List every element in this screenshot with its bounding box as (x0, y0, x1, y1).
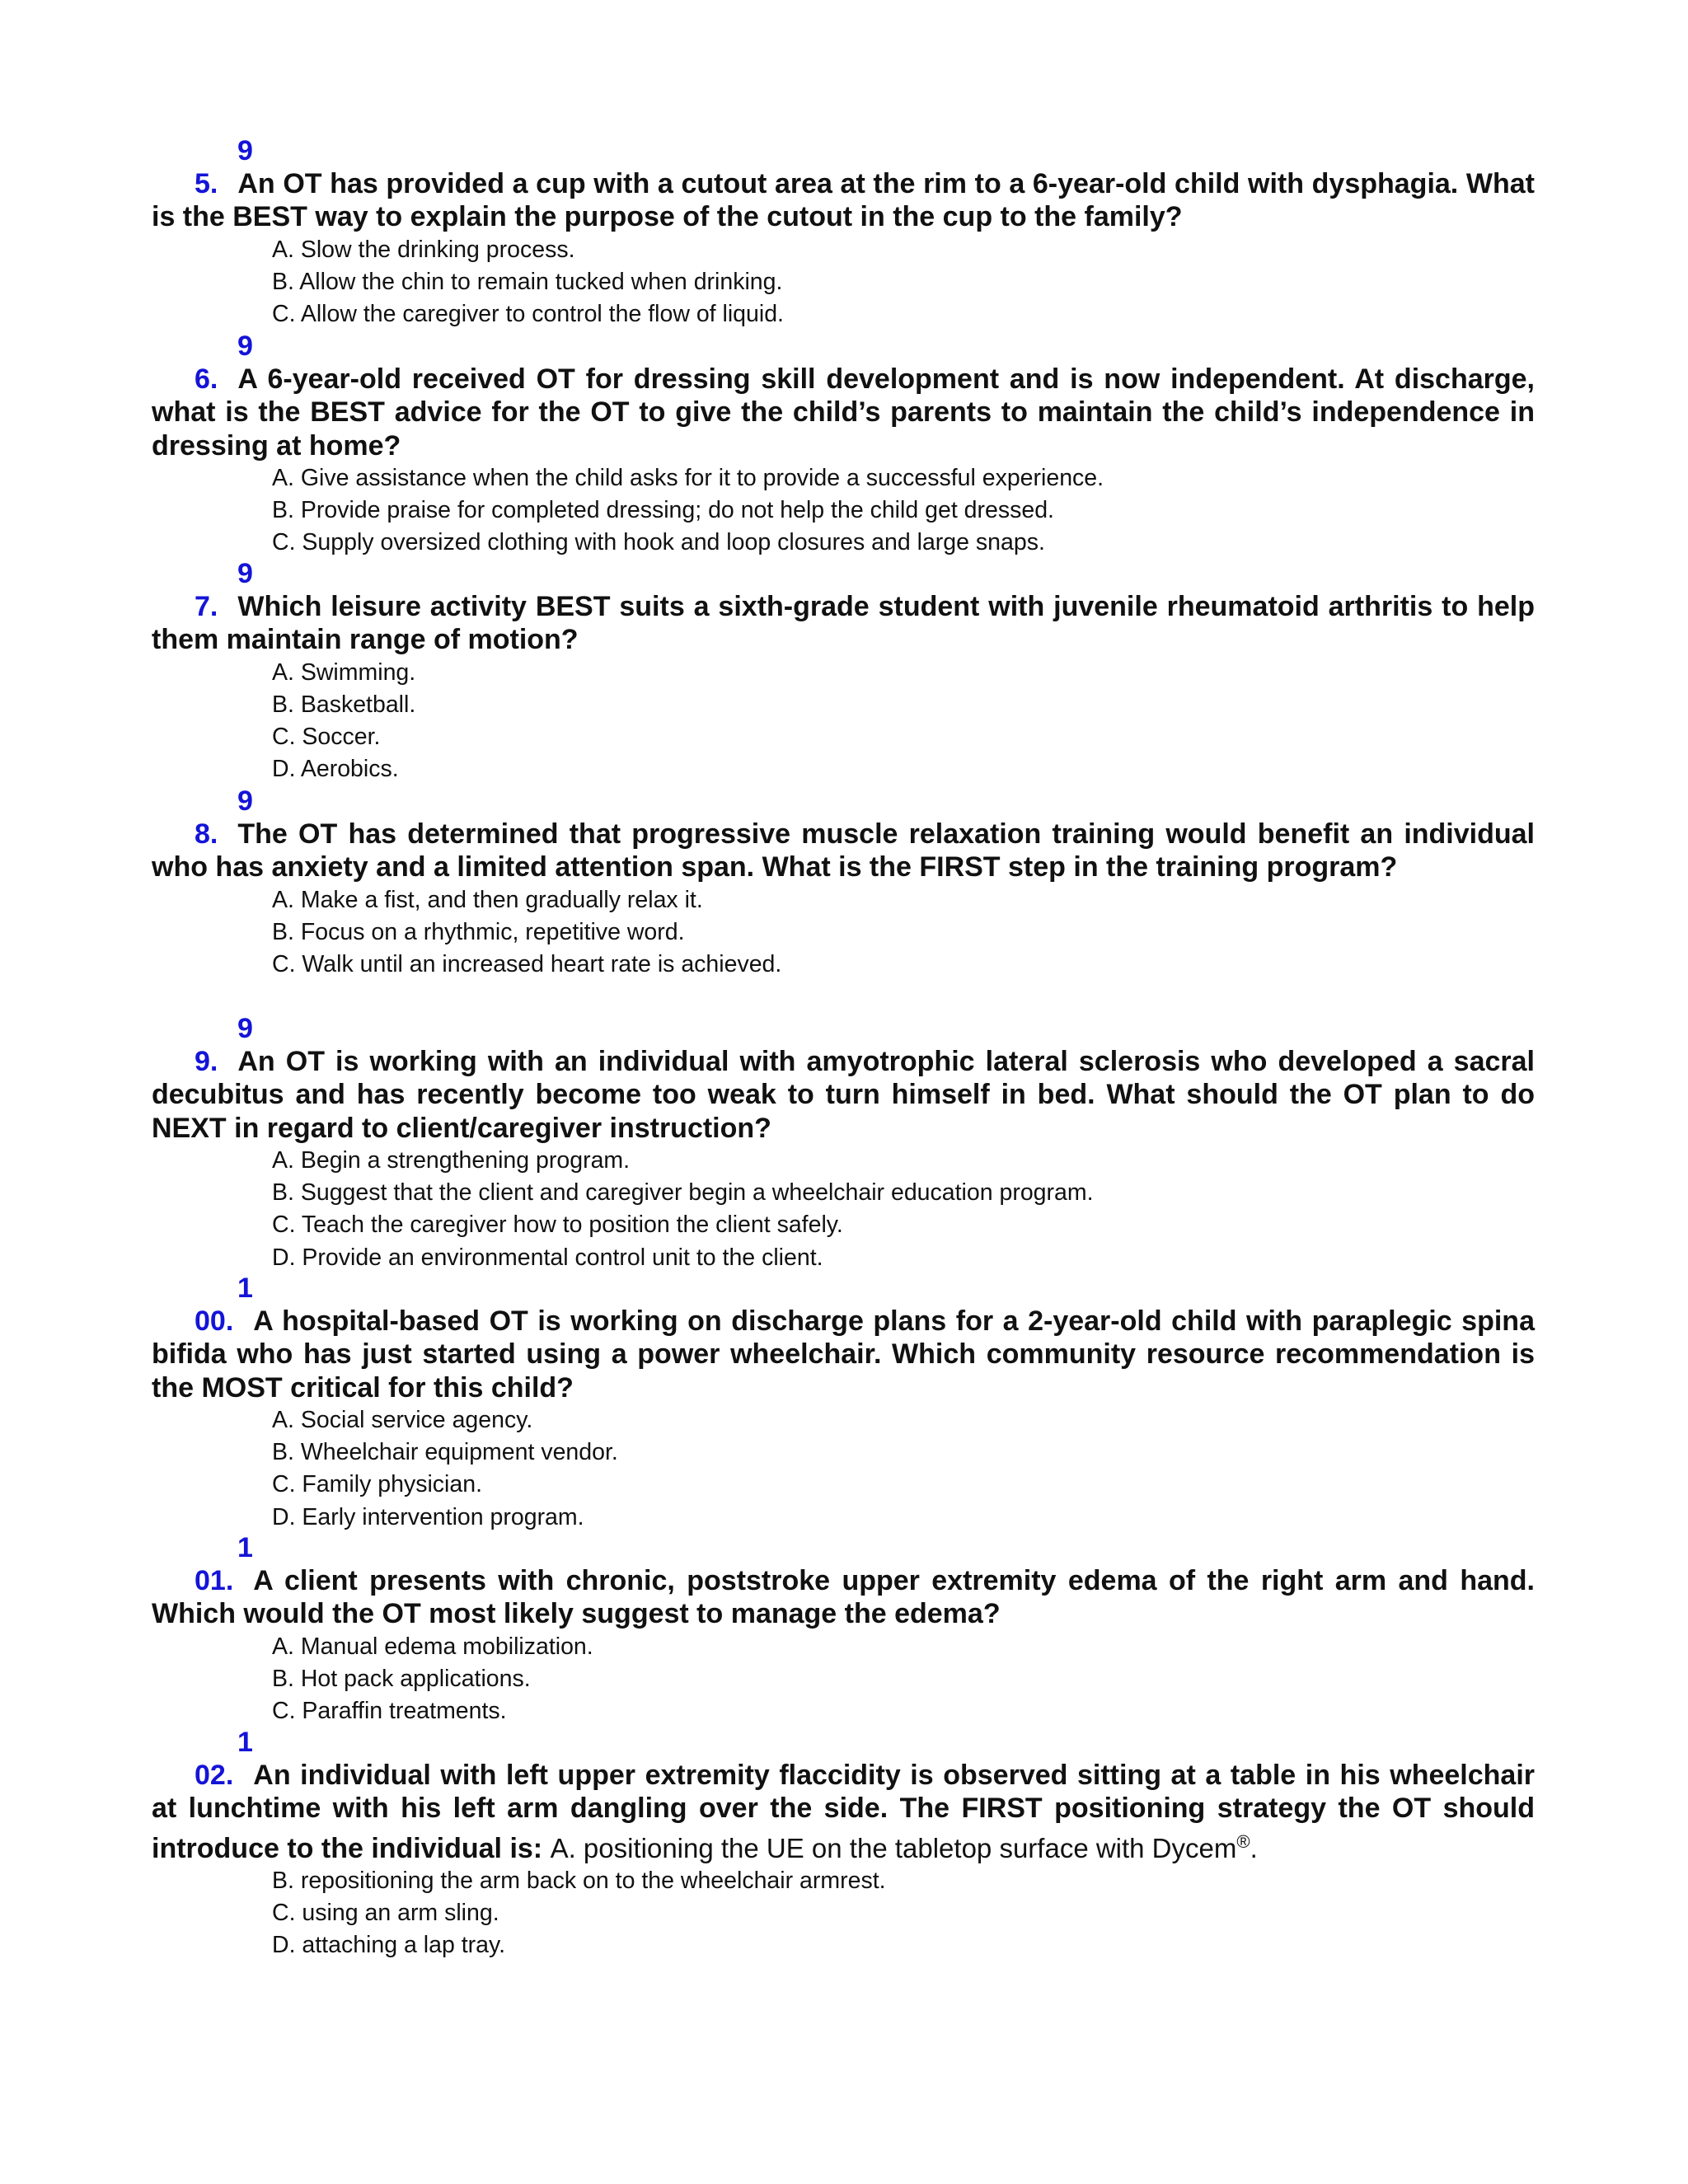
options-list (272, 1404, 1688, 1534)
option-item: A. Slow the drinking process. (272, 236, 575, 263)
question-text: An OT is working with an individual with amyotrophic lateral sclerosis who developed a sacral decubitus and has recently become too weak to turn himself in bed. What should the OT plan to do NEXT in regard to client/caregiver instruction? (152, 1046, 1535, 1144)
option-item: D. Early intervention program. (272, 1503, 584, 1530)
question-prefix: 9 (237, 135, 253, 166)
question-stem (152, 590, 1535, 657)
option-item: A. Swimming. (272, 658, 416, 686)
option-item: C. Walk until an increased heart rate is achieved. (272, 951, 782, 978)
option-item: D. attaching a lap tray. (272, 1932, 506, 1959)
question-number: 6. (195, 363, 218, 395)
question-stem (152, 818, 1535, 884)
question-102 (0, 1726, 1688, 1962)
question-stem (152, 1045, 1535, 1145)
question-text: A hospital-based OT is working on discharge plans for a 2-year-old child with paraplegic spina bifida who has just started using a power wheelchair. Which community resource recommendation is the MOST critical for this child? (152, 1305, 1535, 1404)
option-item: A. Begin a strengthening program. (272, 1146, 631, 1174)
question-prefix: 9 (237, 785, 253, 817)
question-number: 7. (195, 591, 218, 622)
question-number: 8. (195, 818, 218, 850)
option-item: A. Give assistance when the child asks for it to provide a successful experience. (272, 464, 1104, 491)
question-stem (152, 1564, 1535, 1631)
option-item: C. Allow the caregiver to control the flow of liquid. (272, 301, 784, 328)
option-item: B. Wheelchair equipment vendor. (272, 1439, 618, 1466)
option-item: D. Aerobics. (272, 756, 399, 783)
option-item: B. Allow the chin to remain tucked when drinking. (272, 268, 783, 295)
option-item-inline: A. positioning the UE on the tabletop surface with Dycem®. (550, 1830, 1258, 1863)
options-list (272, 884, 1688, 982)
question-number: 9. (195, 1046, 218, 1077)
option-item: C. Paraffin treatments. (272, 1698, 507, 1725)
question-number: 00. (195, 1305, 234, 1337)
question-prefix: 1 (237, 1727, 253, 1758)
option-item: D. Provide an environmental control unit to the client. (272, 1244, 823, 1271)
question-text: The OT has determined that progressive muscle relaxation training would benefit an individual who has anxiety and a limited attention span. What is the FIRST step in the training program? (152, 818, 1535, 883)
question-9 (0, 1012, 1688, 1274)
option-item: B. Basketball. (272, 691, 416, 718)
question-prefix: 9 (237, 1013, 253, 1044)
option-item: C. Teach the caregiver how to position the client safely. (272, 1212, 843, 1239)
question-stem (152, 167, 1535, 234)
question-text: An individual with left upper extremity flaccidity is observed sitting at a table in his wheelchair at lunchtime with his left arm dangling over the side. The FIRST positioning strategy the OT should introduce to the individual is: (152, 1760, 1535, 1864)
option-item: C. Supply oversized clothing with hook and loop closures and large snaps. (272, 529, 1045, 556)
options-list (272, 1145, 1688, 1274)
question-prefix: 9 (237, 558, 253, 589)
options-list (272, 1631, 1688, 1728)
question-number: 01. (195, 1565, 234, 1596)
question-number: 02. (195, 1760, 234, 1791)
question-prefix: 9 (237, 330, 253, 362)
option-item: A. Make a fist, and then gradually relax it. (272, 886, 703, 913)
question-text: A client presents with chronic, poststroke upper extremity edema of the right arm and hand. Which would the OT most likely suggest to manage the edema? (152, 1565, 1535, 1630)
question-prefix: 1 (237, 1532, 253, 1563)
options-list (272, 657, 1688, 786)
question-prefix: 1 (237, 1272, 253, 1304)
question-stem (152, 1759, 1535, 1865)
question-101 (0, 1531, 1688, 1727)
question-100 (0, 1272, 1688, 1534)
question-7 (0, 557, 1688, 786)
question-6 (0, 330, 1688, 560)
question-text: A 6-year-old received OT for dressing skill development and is now independent. At discharge, what is the BEST advice for the OT to give the child’s parents to maintain the child’s independence in dressing at home? (152, 363, 1535, 462)
option-item: A. Manual edema mobilization. (272, 1633, 593, 1660)
option-item: C. using an arm sling. (272, 1900, 499, 1927)
question-8 (0, 785, 1688, 981)
option-item: B. Provide praise for completed dressing; do not help the child get dressed. (272, 497, 1054, 524)
option-item: C. Family physician. (272, 1471, 482, 1498)
option-item: B. Focus on a rhythmic, repetitive word. (272, 918, 685, 945)
question-text: An OT has provided a cup with a cutout area at the rim to a 6-year-old child with dysphagia. What is the BEST way to explain the purpose of the cutout in the cup to the family? (152, 168, 1535, 233)
options-list (272, 462, 1688, 560)
question-number: 5. (195, 168, 218, 199)
option-item: A. Social service agency. (272, 1406, 533, 1433)
question-5 (0, 134, 1688, 330)
question-stem (152, 1305, 1535, 1404)
option-item: B. repositioning the arm back on to the wheelchair armrest. (272, 1867, 886, 1894)
option-item: B. Hot pack applications. (272, 1665, 531, 1692)
options-list (272, 1865, 1688, 1962)
question-text: Which leisure activity BEST suits a sixth-grade student with juvenile rheumatoid arthritis to help them maintain range of motion? (152, 591, 1535, 656)
option-item: B. Suggest that the client and caregiver begin a wheelchair education program. (272, 1179, 1094, 1207)
option-item: C. Soccer. (272, 724, 381, 751)
question-stem (152, 363, 1535, 462)
options-list (272, 234, 1688, 331)
